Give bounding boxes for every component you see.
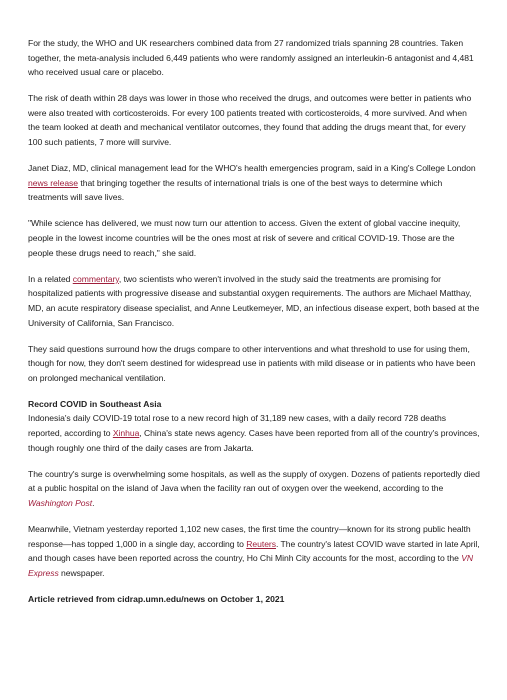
reuters-link[interactable]: Reuters	[246, 538, 276, 549]
article-body	[28, 36, 480, 607]
paragraph-text: , China's state news agency. Cases have been reported from all of the country's provinces, though roughly one third of the daily cases are from Jakarta.	[28, 428, 480, 453]
paragraph-janet-diaz	[28, 161, 480, 205]
article-source-footer: Article retrieved from cidrap.umn.edu/news on October 1, 2021	[28, 593, 285, 604]
paragraph-commentary	[28, 272, 480, 330]
paragraph-vietnam	[28, 522, 480, 580]
paragraph-text: newspaper.	[58, 567, 105, 578]
paragraph-text: The country's surge is overwhelming some hospitals, as well as the supply of oxygen. Dozens of patients reportedly died at a public hospital on the island of Java when the facility ran out of oxygen over the weekend, according to the	[28, 468, 480, 494]
paragraph-text: Indonesia's daily COVID-19 total rose to a new record high of 31,189 new cases, with a daily record 728 deaths reported, according to	[28, 413, 446, 439]
section-heading: Record COVID in Southeast Asia	[28, 398, 162, 409]
paragraph-death-risk: The risk of death within 28 days was lower in those who received the drugs, and outcomes were better in patients who were also treated with corticosteroids. For every 100 patients treated with corticosteroids, 4 more survived. And when the team looked at death and mechanical ventilator outcomes, they found that adding the drugs meant that, for every 100 such patients, 7 more will survive.	[28, 93, 472, 148]
paragraph-text: Janet Diaz, MD, clinical management lead for the WHO's health emergencies program, said in a King's College London	[28, 163, 476, 174]
paragraph-study-overview: For the study, the WHO and UK researchers combined data from 27 randomized trials spanning 28 countries. Taken together, the meta-analysis included 6,449 patients who were randomly assigned an interleukin-6 antagonist and 4,481 who received usual care or placebo.	[28, 38, 474, 78]
paragraph-hospitals	[28, 467, 480, 511]
paragraph-text: In a related	[28, 273, 73, 284]
paragraph-text: that bringing together the results of international trials is one of the best ways to determine which treatments will save lives.	[28, 177, 443, 203]
washington-post-link[interactable]: Washington Post	[28, 497, 93, 508]
paragraph-quote: "While science has delivered, we must now turn our attention to access. Given the extent of global vaccine inequity, people in the lowest income countries will be the ones most at risk of severe and critical COVID-19. Those are the people these drugs need to reach," she said.	[28, 218, 461, 258]
xinhua-link[interactable]: Xinhua	[112, 428, 140, 439]
vn-express-link[interactable]: VN Express	[28, 553, 474, 578]
news-release-link[interactable]: news release	[28, 177, 79, 188]
commentary-link[interactable]: commentary	[72, 273, 119, 284]
paragraph-questions: They said questions surround how the drugs compare to other interventions and what threshold to use for using them, though for now, they don't seem destined for widespread use in patients with mild disease or in patients who have been on prolonged mechanical ventilation.	[28, 343, 476, 383]
paragraph-text: Meanwhile, Vietnam yesterday reported 1,102 new cases, the first time the country—known for its strong public health response—has topped 1,000 in a single day, according to	[28, 524, 471, 549]
paragraph-text: .	[92, 497, 95, 508]
paragraph-text: , two scientists who weren't involved in the study said the treatments are promising for hospitalized patients with progressive disease and substantial oxygen requirements. The authors are Michael Matthay, MD, an acute respiratory disease specialist, and Anne Leutkemeyer, MD, an infectious disease expert, both based at the University of California, San Francisco.	[28, 273, 480, 328]
paragraph-text: . The country's latest COVID wave started in late April, and though cases have been reported across the country, Ho Chi Minh City accounts for the most, according to the	[28, 538, 480, 564]
paragraph-indonesia	[28, 411, 480, 455]
